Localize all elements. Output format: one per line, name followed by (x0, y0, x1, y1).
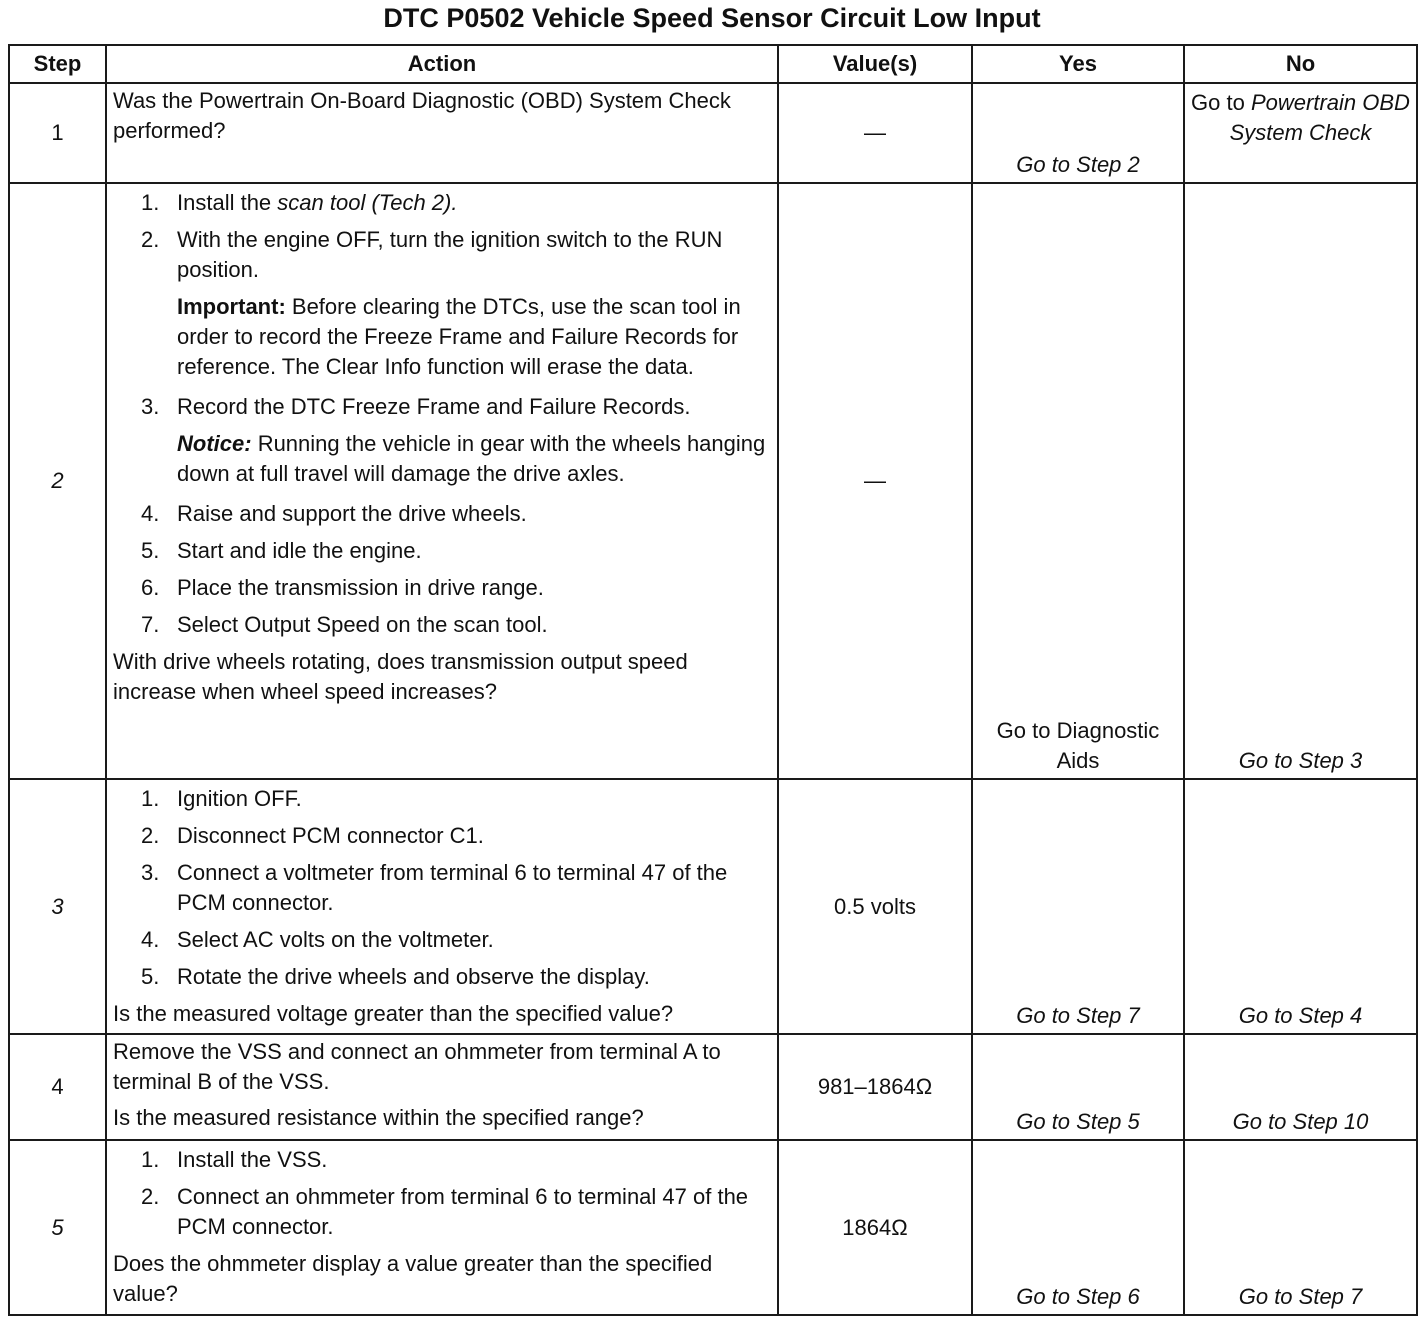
table-row-step-5 (9, 1140, 1417, 1315)
list-item: 1. Install the scan tool (Tech 2). (141, 190, 458, 216)
header-yes: Yes (972, 45, 1184, 83)
header-action: Action (106, 45, 778, 83)
question-text: Is the measured resistance within the specified range? (113, 1105, 644, 1131)
diagnostic-table (8, 44, 1418, 1316)
procedure-list (113, 188, 769, 285)
procedure-list (113, 499, 769, 640)
action-text: Remove the VSS and connect an ohmmeter from terminal A to terminal B of the VSS. (113, 1039, 721, 1095)
table-row-step-1 (9, 83, 1417, 183)
step-number: 4 (9, 1034, 106, 1140)
list-item: 1. Install the VSS. (141, 1147, 328, 1173)
header-row (9, 45, 1417, 83)
table-row-step-2 (9, 183, 1417, 779)
action-cell (106, 1140, 778, 1315)
yes-cell: Go to Diagnostic Aids (972, 183, 1184, 779)
yes-cell: Go to Step 7 (972, 779, 1184, 1034)
value-cell: — (778, 83, 972, 183)
list-item: 7. Select Output Speed on the scan tool. (141, 612, 548, 638)
value-cell: — (778, 183, 972, 779)
list-item: 4. Raise and support the drive wheels. (141, 501, 527, 527)
header-values: Value(s) (778, 45, 972, 83)
table-row-step-4 (9, 1034, 1417, 1140)
no-cell (1184, 83, 1417, 183)
procedure-list (113, 1145, 769, 1242)
value-cell: 1864Ω (778, 1140, 972, 1315)
question-text: Is the measured voltage greater than the specified value? (113, 1001, 674, 1027)
header-no: No (1184, 45, 1417, 83)
list-item: 4. Select AC volts on the voltmeter. (141, 927, 494, 953)
page-title: DTC P0502 Vehicle Speed Sensor Circuit Low Input (383, 3, 1041, 33)
yes-cell: Go to Step 6 (972, 1140, 1184, 1315)
no-prefix: Go to (1191, 90, 1245, 115)
header-step: Step (9, 45, 106, 83)
list-item: 2. Disconnect PCM connector C1. (141, 823, 484, 849)
action-cell (106, 1034, 778, 1140)
no-cell: Go to Step 4 (1184, 779, 1417, 1034)
yes-cell: Go to Step 2 (972, 83, 1184, 183)
yes-cell: Go to Step 5 (972, 1034, 1184, 1140)
list-item: 2. Connect an ohmmeter from terminal 6 to terminal 47 of the PCM connector. (141, 1184, 749, 1240)
action-cell (106, 779, 778, 1034)
action-cell (106, 83, 778, 183)
no-cell: Go to Step 10 (1184, 1034, 1417, 1140)
list-item: 5. Start and idle the engine. (141, 538, 422, 564)
value-cell: 981–1864Ω (778, 1034, 972, 1140)
step-number: 2 (9, 183, 106, 779)
list-item: 2. With the engine OFF, turn the ignition switch to the RUN position. (141, 227, 723, 283)
value-cell: 0.5 volts (778, 779, 972, 1034)
action-cell (106, 183, 778, 779)
procedure-list (113, 784, 769, 992)
no-cell: Go to Step 3 (1184, 183, 1417, 779)
step-number: 3 (9, 779, 106, 1034)
list-item: 5. Rotate the drive wheels and observe the display. (141, 964, 650, 990)
important-note: Important: Before clearing the DTCs, use the scan tool in order to record the Freeze Frame and Failure Records for reference. The Clear Info function will erase the data. (177, 294, 741, 380)
list-item: 3. Record the DTC Freeze Frame and Failure Records. (141, 394, 691, 420)
list-item: 1. Ignition OFF. (141, 786, 302, 812)
list-item: 6. Place the transmission in drive range. (141, 575, 544, 601)
procedure-list (113, 392, 769, 422)
question-text: With drive wheels rotating, does transmission output speed increase when wheel speed increases? (113, 649, 688, 705)
step-number: 5 (9, 1140, 106, 1315)
no-cell: Go to Step 7 (1184, 1140, 1417, 1315)
list-item: 3. Connect a voltmeter from terminal 6 to terminal 47 of the PCM connector. (141, 860, 728, 916)
question-text: Does the ohmmeter display a value greater than the specified value? (113, 1251, 713, 1307)
no-link-text: Powertrain OBD System Check (1229, 90, 1410, 145)
table-row-step-3 (9, 779, 1417, 1034)
action-text: Was the Powertrain On-Board Diagnostic (OBD) System Check performed? (113, 88, 731, 143)
notice-note: Notice: Running the vehicle in gear with the wheels hanging down at full travel will damage the drive axles. (177, 431, 766, 487)
step-number: 1 (9, 83, 106, 183)
